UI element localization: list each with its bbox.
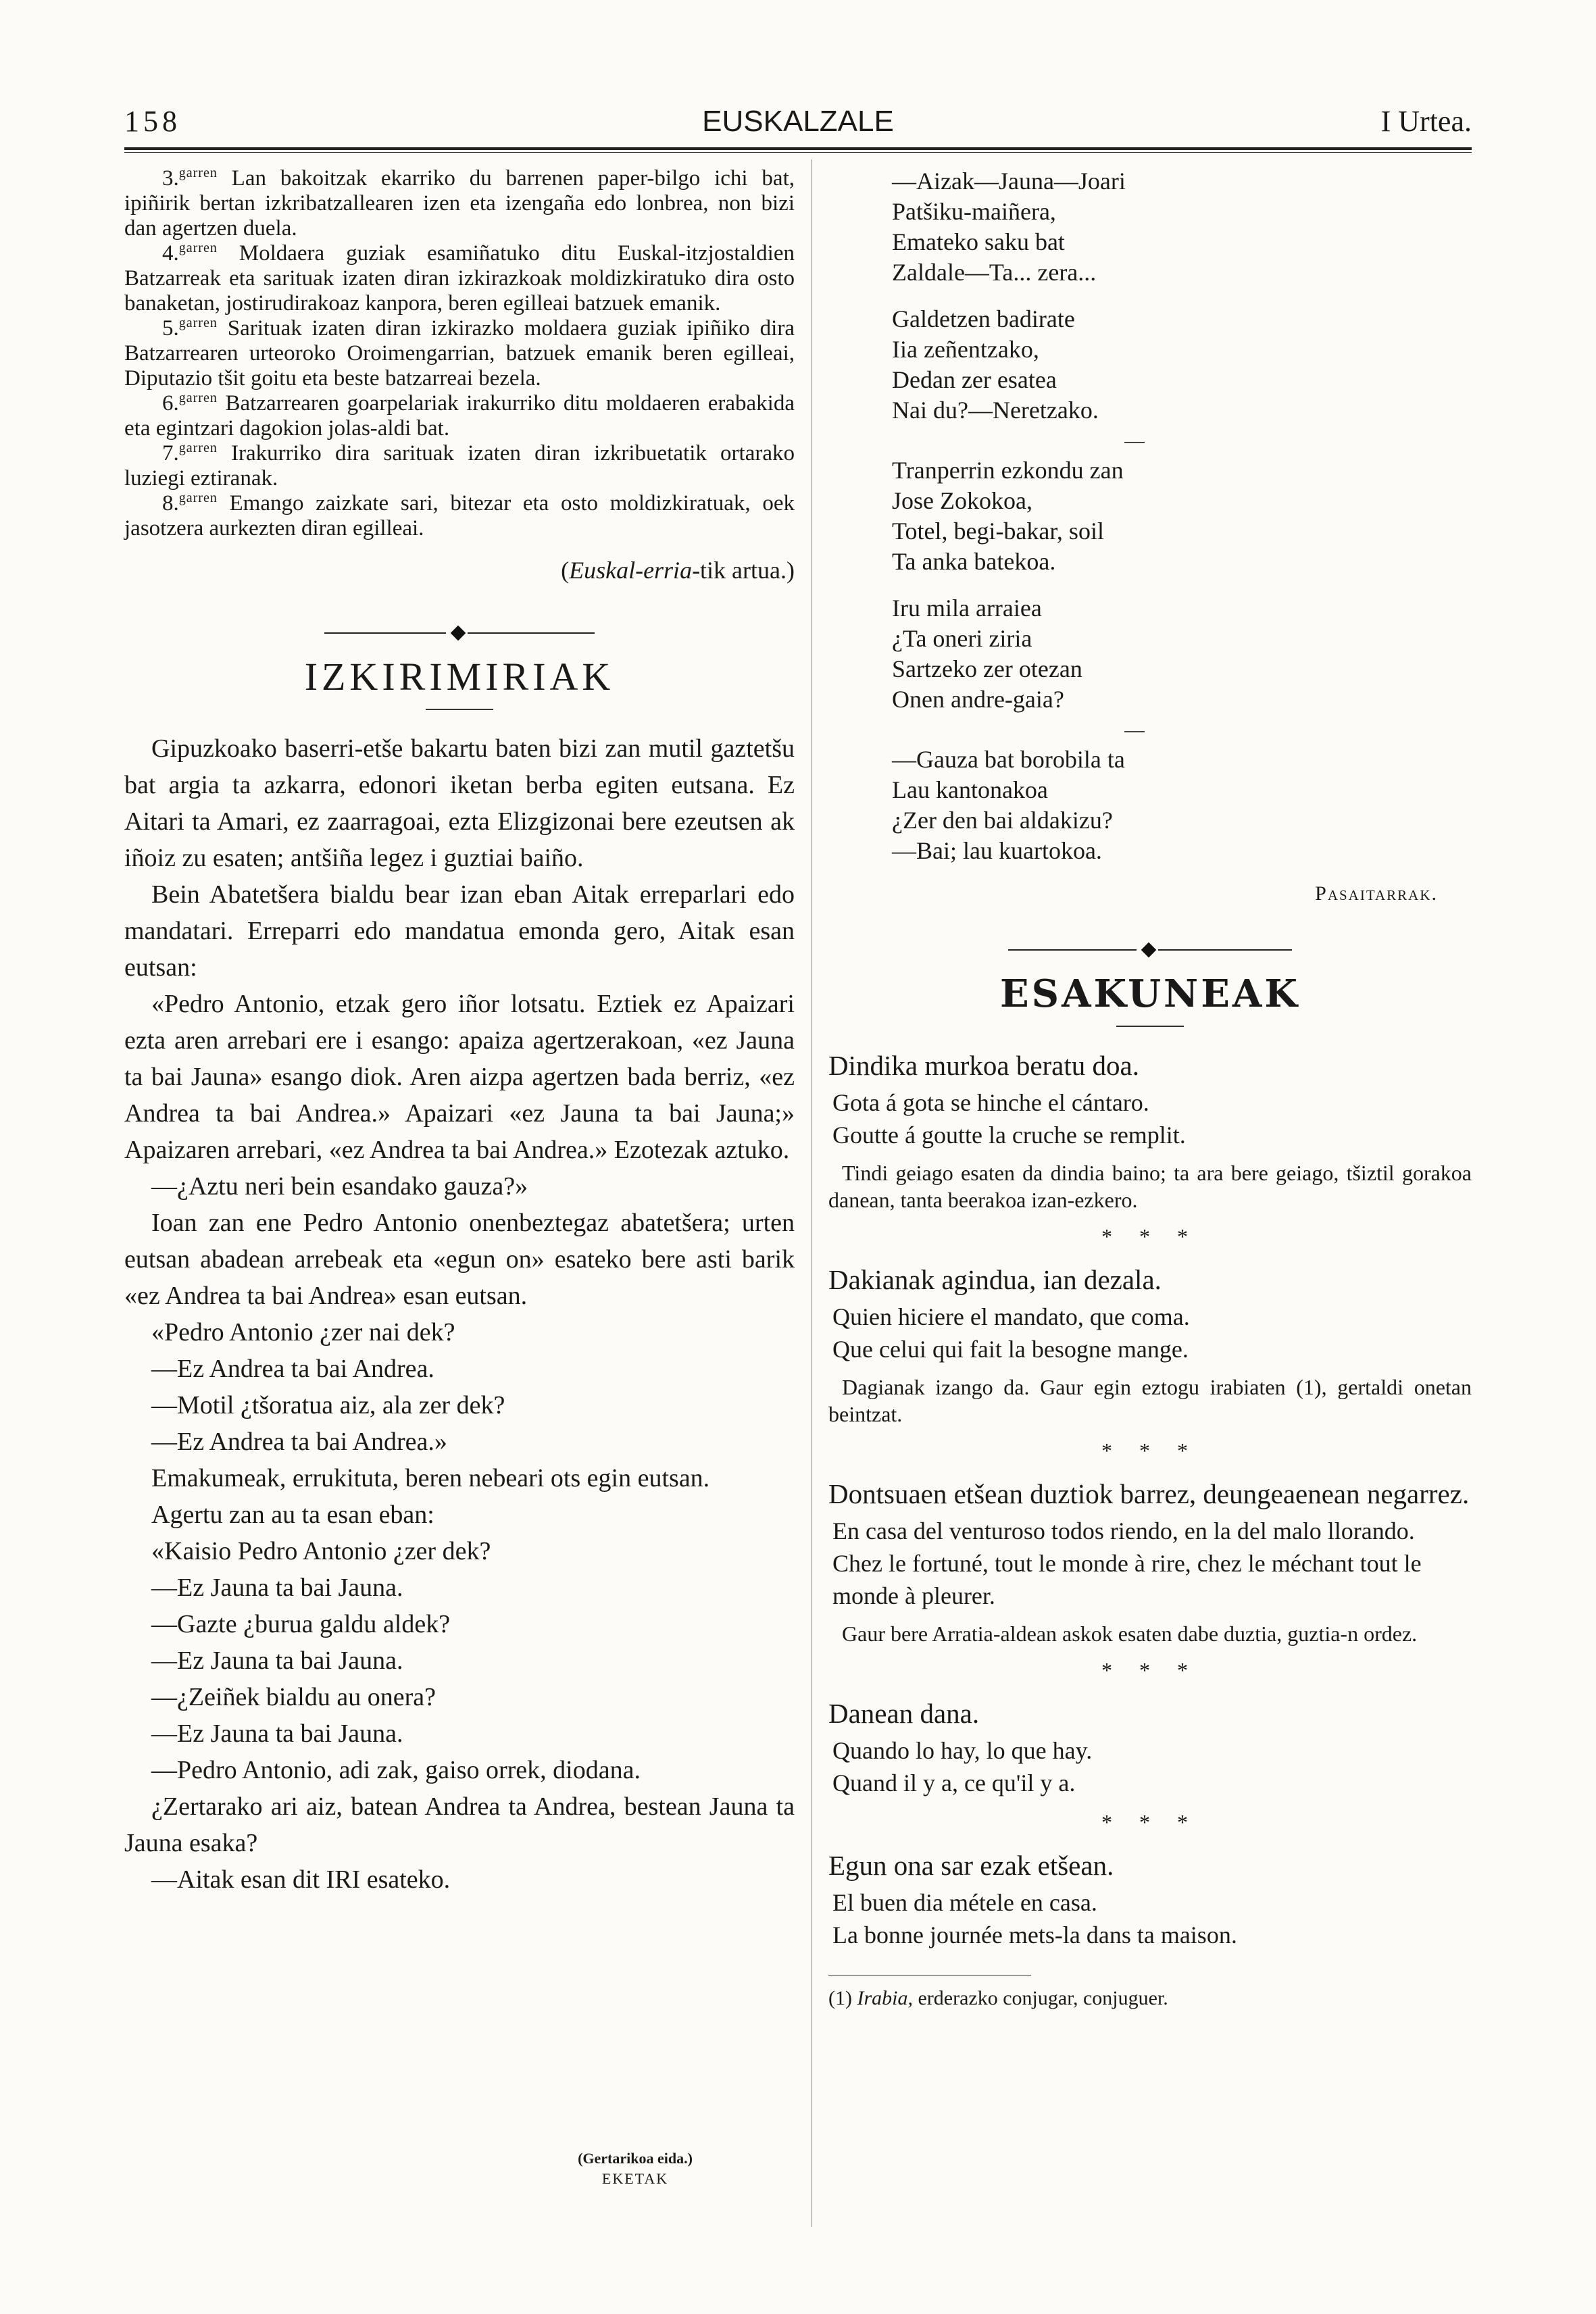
- verse-stanza: [828, 455, 1472, 577]
- rule-text: Moldaera guziak esamiñatuko ditu Euskal-itzjostaldien Batzarreak eta sarituak izaten diran izkirazkoak moldizkiratuko dira osto banaketan, jostirudirakoaz kanpora, beren egilleai batzuek emanik.: [124, 241, 795, 316]
- right-column: [828, 166, 1472, 2011]
- rule-item: [124, 491, 795, 541]
- verse-line: Zaldale—Ta... zera...: [892, 259, 1097, 286]
- rule-number: 5.: [162, 316, 179, 341]
- proverb-note: Gaur bere Arratia-aldean askok esaten dabe duztia, guztia-n ordez.: [842, 1621, 1418, 1646]
- story-paragraph: «Pedro Antonio, etzak gero iñor lotsatu. Eztiek ez Apaizari ezta aren arrebari ere i esango: apaiza agertzerakoan, «ez Jauna ta bai Jauna» esango diok. Aren aizpa agertzen bada berriz, «ez Andrea ta bai Andrea.» Apaizari «ez Jauna ta bai Jauna;» Apaizaren arrebari, «ez Andrea ta bai Andrea.» Ezotezak aztuko.: [124, 990, 795, 1164]
- rule-item: [124, 441, 795, 491]
- proverb-basque: Dontsuaen etšean duztiok barrez, deungeaenean negarrez.: [828, 1478, 1470, 1509]
- rule-ordinal: garren: [178, 316, 218, 330]
- verse-line: Emateko saku bat: [892, 228, 1065, 255]
- verse-line: Galdetzen badirate: [892, 305, 1075, 332]
- verse-line: —Gauza bat borobila ta: [892, 746, 1125, 773]
- story-paragraph: —¿Aztu neri bein esandako gauza?»: [151, 1172, 528, 1201]
- title-underline-right: [1116, 1026, 1184, 1027]
- story-paragraph: Emakumeak, errukituta, beren nebeari ots egin eutsan.: [151, 1464, 710, 1492]
- verse-line: Sartzeko zer otezan: [892, 655, 1082, 682]
- rule-text: Lan bakoitzak ekarriko du barrenen paper-bilgo ichi bat, ipiñirik bertan izkribatzallearen izen eta izengaña edo lonbrea, non bizi dan agertzen duela.: [124, 166, 795, 241]
- rule-ordinal: garren: [178, 241, 218, 255]
- story-paragraph: —Ez Jauna ta bai Jauna.: [151, 1574, 403, 1602]
- proverb-translation: Que celui qui fait la besogne mange.: [832, 1336, 1189, 1363]
- volume-label: I Urtea.: [1380, 105, 1472, 138]
- verse-line: Totel, begi-bakar, soil: [892, 518, 1104, 545]
- ornament-divider: [324, 620, 595, 647]
- proverb-basque: Egun ona sar ezak etšean.: [828, 1850, 1114, 1881]
- source-title: Euskal-erria: [569, 557, 693, 584]
- proverb-basque: Dindika murkoa beratu doa.: [828, 1050, 1139, 1081]
- rule-text: Irakurriko dira sarituak izaten diran izkribuetatik ortarako luziegi eztiranak.: [124, 441, 795, 491]
- rule-number: 6.: [162, 391, 179, 416]
- asterism: * * *: [1101, 1658, 1199, 1682]
- rule-item: [124, 241, 795, 316]
- story-paragraph: —Pedro Antonio, adi zak, gaiso orrek, diodana.: [151, 1756, 641, 1784]
- verse-line: Onen andre-gaia?: [892, 686, 1064, 713]
- verse-stanza: [828, 166, 1472, 288]
- verse-line: ¿Zer den bai aldakizu?: [892, 807, 1113, 834]
- verse-stanza: [828, 593, 1472, 715]
- story-paragraph: —¿Zeiñek bialdu au onera?: [151, 1683, 436, 1711]
- left-column: [124, 166, 795, 1898]
- page-number: 158: [124, 105, 181, 138]
- proverb-translation: La bonne journée mets-la dans ta maison.: [832, 1921, 1237, 1948]
- story-paragraph: —Ez Jauna ta bai Jauna.: [151, 1646, 403, 1675]
- verse-line: —Bai; lau kuartokoa.: [892, 837, 1102, 864]
- rule-text: Batzarrearen goarpelariak irakurriko ditu moldaeren erabakida eta egintzari dagokion jolas-aldi bat.: [124, 391, 795, 441]
- rule-number: 8.: [162, 491, 179, 515]
- contest-rules: [124, 166, 795, 541]
- verse-line: ¿Ta oneri ziria: [892, 625, 1032, 652]
- proverbs: [828, 1047, 1472, 1951]
- verse-line: Lau kantonakoa: [892, 776, 1048, 803]
- section-title-izkirimiriak: IZKIRIMIRIAK: [304, 655, 615, 699]
- verse-stanza: [828, 304, 1472, 426]
- proverb-translation: Quien hiciere el mandato, que coma.: [832, 1303, 1190, 1330]
- verse-line: Tranperrin ezkondu zan: [892, 457, 1124, 484]
- ornament-divider-right: [1008, 936, 1292, 963]
- journal-title: EUSKALZALE: [702, 105, 894, 138]
- verse-line: Dedan zer esatea: [892, 366, 1057, 393]
- story-paragraph: —Aitak esan dit IRI esateko.: [151, 1865, 451, 1894]
- proverb-translation: Chez le fortuné, tout le monde à rire, chez le méchant tout le monde à pleurer.: [832, 1550, 1422, 1609]
- rule-item: [124, 316, 795, 391]
- story-paragraph: —Ez Jauna ta bai Jauna.: [151, 1719, 403, 1748]
- verse-line: —Aizak—Jauna—Joari: [892, 168, 1126, 195]
- verse-line: Ta anka batekoa.: [892, 548, 1056, 575]
- rule-number: 7.: [162, 441, 179, 466]
- story-paragraph: ¿Zertarako ari aiz, batean Andrea ta Andrea, bestean Jauna ta Jauna esaka?: [124, 1792, 795, 1857]
- rules-source: (Euskal-erria-tik artua.): [561, 557, 795, 584]
- rule-number: 4.: [162, 241, 179, 266]
- story-paragraph: Ioan zan ene Pedro Antonio onenbeztegaz abatetšera; urten eutsan abadean arrebeak eta «egun on» esateko bere asti barik «ez Andrea ta bai Andrea» esan eutsan.: [124, 1209, 795, 1310]
- rule-item: [124, 166, 795, 241]
- asterism: * * *: [1101, 1224, 1199, 1249]
- section-title-esakuneak: ESAKUNEAK: [999, 972, 1301, 1016]
- verse-line: Iia zeñentzako,: [892, 336, 1039, 363]
- verse-line: Patšiku-maiñera,: [892, 198, 1056, 225]
- proverb-translation: Gota á gota se hinche el cántaro.: [832, 1089, 1149, 1116]
- story-paragraph: Bein Abatetšera bialdu bear izan eban Aitak erreparlari edo mandatari. Erreparri edo mandatua emonda gero, Aitak esan eutsan:: [124, 880, 795, 982]
- stanza-separator: [1124, 442, 1145, 443]
- proverb-basque: Dakianak agindua, ian dezala.: [828, 1264, 1162, 1295]
- proverb-translation: Quand il y a, ce qu'il y a.: [832, 1769, 1076, 1796]
- proverb-translation: Goutte á goutte la cruche se remplit.: [832, 1122, 1186, 1149]
- rule-ordinal: garren: [178, 441, 218, 455]
- story-paragraph: —Ez Andrea ta bai Andrea.»: [151, 1428, 447, 1456]
- story-credit: (Gertarikoa eida.) EKETAK: [578, 2150, 693, 2187]
- rule-ordinal: garren: [178, 166, 218, 180]
- story-paragraph: «Pedro Antonio ¿zer nai dek?: [151, 1318, 455, 1347]
- verse-line: Nai du?—Neretzako.: [892, 397, 1099, 424]
- asterism: * * *: [1101, 1438, 1199, 1463]
- proverb-basque: Danean dana.: [828, 1698, 980, 1729]
- header-rule: [124, 147, 1472, 153]
- footnote: (1) Irabia, erderazko conjugar, conjuguer.: [828, 1987, 1168, 2009]
- verses: [828, 166, 1472, 866]
- rule-text: Sarituak izaten diran izkirazko moldaera guziak ipiñiko dira Batzarrearen urteoroko Oroimengarrian, batzuek emanik beren egilleai, Diputazio tšit goitu eta beste batzarreai bezela.: [124, 316, 795, 391]
- rule-text: Emango zaizkate sari, bitezar eta osto moldizkiratuak, oek jasotzera aurkezten diran egilleai.: [124, 491, 795, 540]
- verse-line: Jose Zokokoa,: [892, 487, 1032, 514]
- asterism: * * *: [1101, 1810, 1199, 1834]
- proverb-translation: Quando lo hay, lo que hay.: [832, 1737, 1093, 1764]
- verse-signature: Pasaitarrak.: [1315, 882, 1438, 905]
- title-underline: [426, 709, 493, 710]
- running-header: [124, 100, 1472, 143]
- verse-stanza: [828, 745, 1472, 866]
- story-paragraph: —Gazte ¿burua galdu aldek?: [151, 1610, 451, 1638]
- story-paragraph: Agertu zan au ta esan eban:: [151, 1501, 434, 1529]
- story-paragraph: —Ez Andrea ta bai Andrea.: [151, 1355, 434, 1383]
- proverb-note: Dagianak izango da. Gaur egin eztogu irabiaten (1), gertaldi onetan beintzat.: [828, 1375, 1472, 1426]
- story-paragraph: —Motil ¿tšoratua aiz, ala zer dek?: [151, 1391, 505, 1419]
- proverb-note: Tindi geiago esaten da dindia baino; ta ara bere geiago, tšiztil gorakoa danean, tanta beerakoa izan-ezkero.: [828, 1161, 1472, 1212]
- rule-ordinal: garren: [178, 491, 218, 505]
- story-paragraph: Gipuzkoako baserri-etše bakartu baten bizi zan mutil gaztetšu bat argia ta azkarra, edonori iketan berba egiten eutsana. Ez Aitari ta Amari, ez zaarragoai, ezta Elizgizonai bere ezeutsen ak iñoiz zu esaten; antšiña legez i guztiai baiño.: [124, 734, 795, 872]
- rule-number: 3.: [162, 166, 179, 191]
- story-body: [124, 730, 795, 1898]
- rule-ordinal: garren: [178, 391, 218, 405]
- rule-item: [124, 391, 795, 441]
- verse-line: Iru mila arraiea: [892, 595, 1042, 622]
- proverb-translation: En casa del venturoso todos riendo, en la del malo llorando.: [832, 1517, 1415, 1544]
- story-paragraph: «Kaisio Pedro Antonio ¿zer dek?: [151, 1537, 491, 1565]
- stanza-separator: [1124, 731, 1145, 732]
- proverb-translation: El buen dia métele en casa.: [832, 1889, 1097, 1916]
